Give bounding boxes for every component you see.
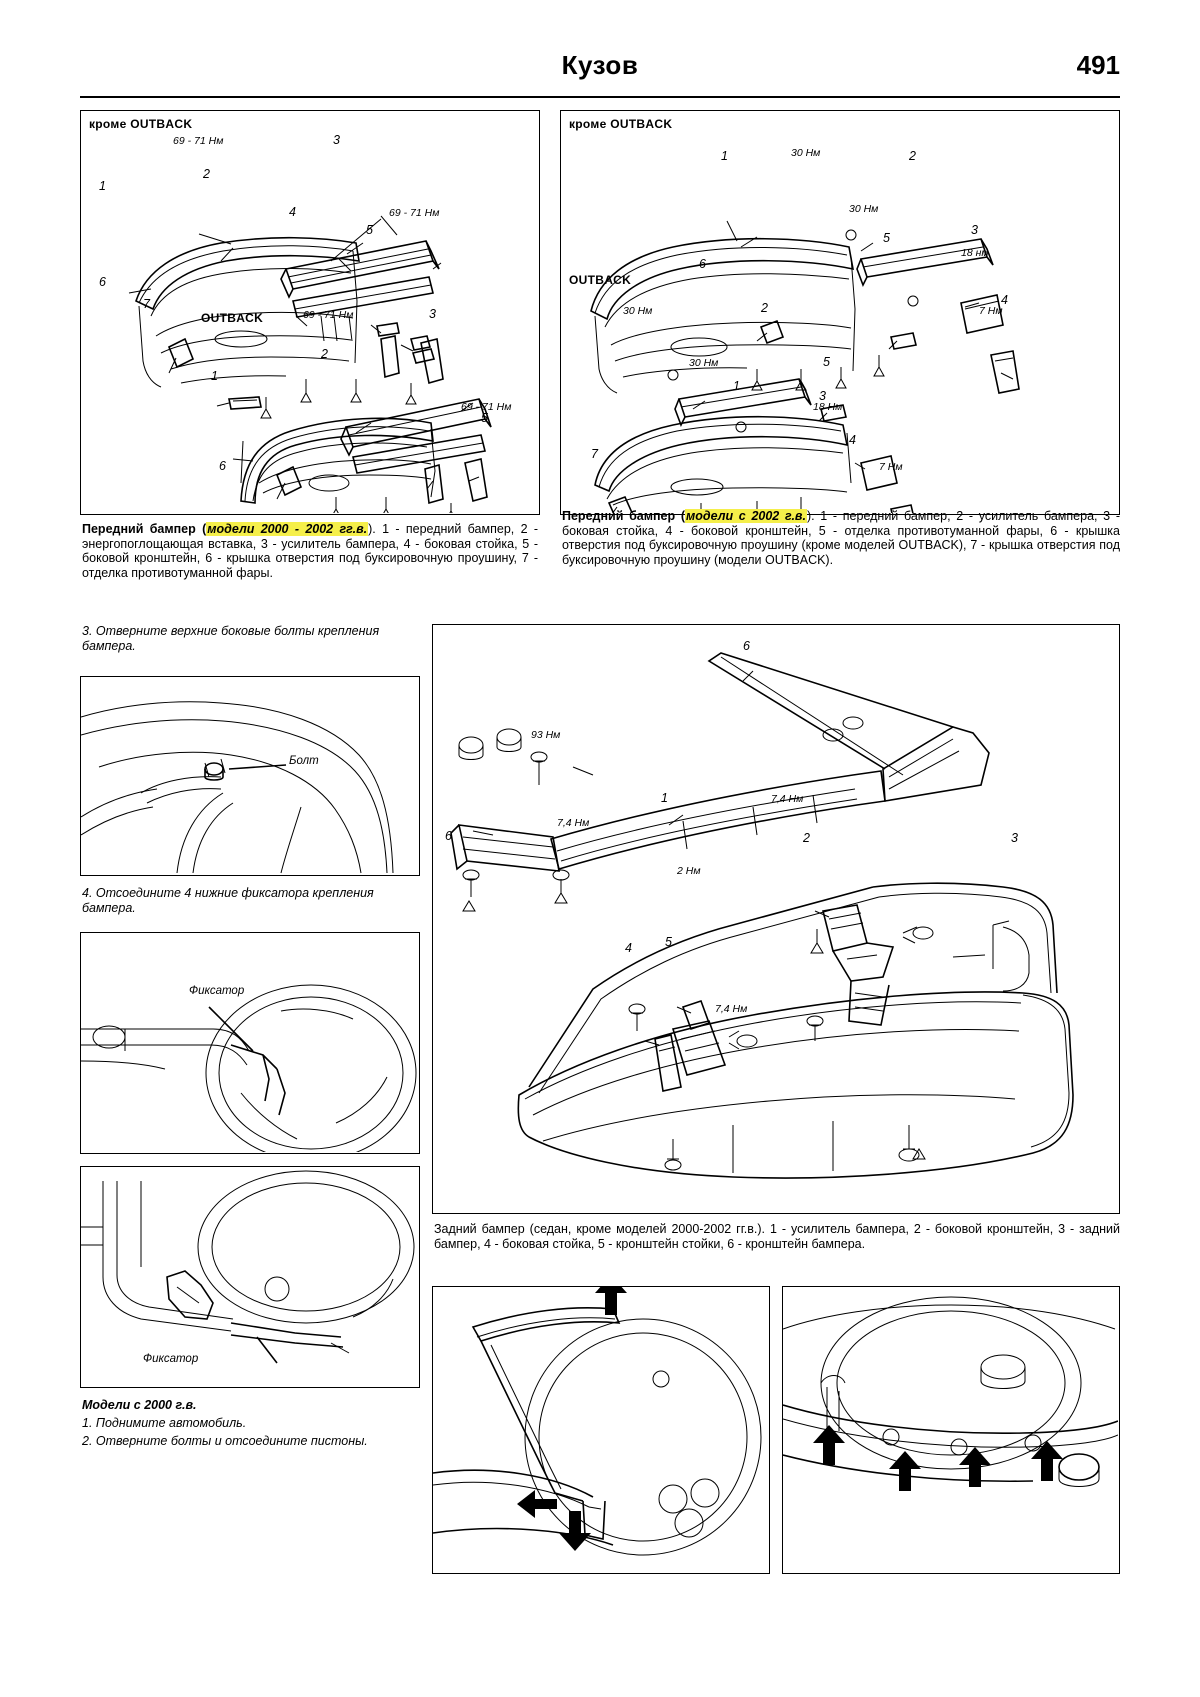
fig2-callout-5: 5 [883,231,890,245]
step-4-text: 4. Отсоедините 4 нижние фиксатора крепления бампера. [82,886,374,915]
fig1-callout-7: 7 [143,297,150,311]
fig3-torque-74b: 7,4 Нм [771,793,804,805]
page-number: 491 [1076,50,1120,80]
fig1-callout-3: 3 [333,133,340,147]
fig1-callout-4: 4 [289,205,296,219]
fig3-torque-74c: 7,4 Нм [715,1003,748,1015]
detail-clip-2-drawing [81,1167,418,1386]
figure-1-caption [82,522,538,580]
fig3-callout-1: 1 [661,791,668,805]
figure-detail-clip-1 [80,932,420,1154]
fig1-callout-1: 1 [99,179,106,193]
fig2-label-outback: OUTBACK [569,273,632,287]
figure-rear-bumper [432,624,1120,1214]
fig1-caption-lead: Передний бампер ( [82,522,207,536]
fig2-torque-6: 30 Нм [689,357,719,369]
detail-rear-left-drawing [433,1287,768,1572]
figure-front-bumper-after-2002 [560,110,1120,515]
step-3-text: 3. Отверните верхние боковые болты крепления бампера. [82,624,380,653]
fig1-callout-2b: 2 [321,347,328,361]
models-note: Модели с 2000 г.в. [82,1398,197,1412]
step-2-bolts: 2. Отверните болты и отсоедините пистоны. [82,1434,368,1448]
figure-3-caption: Задний бампер (седан, кроме моделей 2000-2002 гг.в.). 1 - усилитель бампера, 2 - боковой кронштейн, 3 - задний бампер, 4 - боковая стойка, 5 - кронштейн стойки, 6 - кронштейн бампера. [434,1222,1120,1251]
detail-clip-1-label: Фиксатор [189,985,245,997]
fig3-callout-6: 6 [445,829,452,843]
figure-front-bumper-2000-2002 [80,110,540,515]
fig3-torque-93: 93 Нм [531,729,561,741]
detail-bolt-drawing [81,677,418,874]
fig2-torque-3: 18 нм [961,247,989,259]
fig2-torque-4: 7 Нм [979,305,1003,317]
figure-2-caption [562,509,1120,567]
rear-bumper-drawing [433,625,1118,1212]
fig1-callout-1b: 1 [211,369,218,383]
fig2-torque-5: 30 Нм [623,305,653,317]
fig1-torque-3: 69 - 71 Нм [303,309,354,321]
fig2-caption-lead: Передний бампер ( [562,509,685,523]
detail-rear-right-drawing [783,1287,1118,1572]
fig1-callout-2: 2 [203,167,210,181]
fig1-caption-rest: ). 1 - передний бампер, 2 - энергопоглощающая вставка, 3 - усилитель бампера, 4 - боковая стойка, 5 - боковой кронштейн, 6 - крышка отверстия под буксировочную проушину, 7 - отделка противотуманной фары. [82,522,539,580]
fig2-label-except-outback: кроме OUTBACK [569,117,673,131]
fig2-callout-3b: 3 [819,389,826,403]
fig1-torque-4: 69 - 71 Нм [461,401,512,413]
figure-detail-bolt [80,676,420,876]
fig2-torque-2: 30 Нм [849,203,879,215]
fig1-torque-2: 69 - 71 Нм [389,207,440,219]
fig1-label-outback: OUTBACK [201,311,264,325]
page-header [80,50,1120,92]
fig3-callout-2: 2 [803,831,810,845]
fig2-callout-5b: 5 [823,355,830,369]
header-rule [80,96,1120,98]
fig2-torque-8: 7 Нм [879,461,903,473]
figure-detail-rear-left [432,1286,770,1574]
fig1-callout-5: 5 [366,223,373,237]
fig1-caption-highlight: модели 2000 - 2002 гг.в. [207,522,368,536]
detail-clip-1-drawing [81,933,418,1152]
fig3-callout-5: 5 [665,935,672,949]
fig3-torque-2: 2 Нм [677,865,701,877]
fig3-torque-74a: 7,4 Нм [557,817,590,829]
fig2-callout-4: 4 [1001,293,1008,307]
fig3-callout-4: 4 [625,941,632,955]
fig2-caption-rest: ). 1 - передний бампер, 2 - усилитель бампера, 3 - боковая стойка, 4 - боковой кронштейн, 5 - отделка противотуманной фары, 6 - крышка отверстия под буксировочную проушину (кроме моделей OUTBACK), 7 - крышка отверстия под буксировочную проушину (модели OUTBACK). [562,509,1120,567]
page-title: Кузов [561,50,639,80]
fig3-callout-3: 3 [1011,831,1018,845]
fig1-callout-5b: 5 [481,411,488,425]
fig2-callout-4b: 4 [849,433,856,447]
fig2-callout-2b: 2 [761,301,768,315]
fig2-callout-3: 3 [971,223,978,237]
fig2-callout-6: 6 [699,257,706,271]
figure-detail-rear-right [782,1286,1120,1574]
figure-detail-clip-2 [80,1166,420,1388]
fig2-callout-1: 1 [721,149,728,163]
fig1-torque-1: 69 - 71 Нм [173,135,224,147]
fig2-torque-1: 30 Нм [791,147,821,159]
fig2-caption-highlight: модели с 2002 г.в. [685,509,806,523]
detail-bolt-label: Болт [289,755,319,767]
fig2-callout-7: 7 [591,447,598,461]
fig3-callout-6-top: 6 [743,639,750,653]
fig1-callout-6b: 6 [219,459,226,473]
fig1-callout-3b: 3 [429,307,436,321]
fig2-callout-1b: 1 [733,379,740,393]
fig1-callout-6: 6 [99,275,106,289]
detail-clip-2-label: Фиксатор [143,1353,199,1365]
fig2-torque-7: 18 Нм [813,401,843,413]
fig2-callout-2: 2 [909,149,916,163]
step-1-lift: 1. Поднимите автомобиль. [82,1416,247,1430]
fig1-label-except-outback: кроме OUTBACK [89,117,193,131]
